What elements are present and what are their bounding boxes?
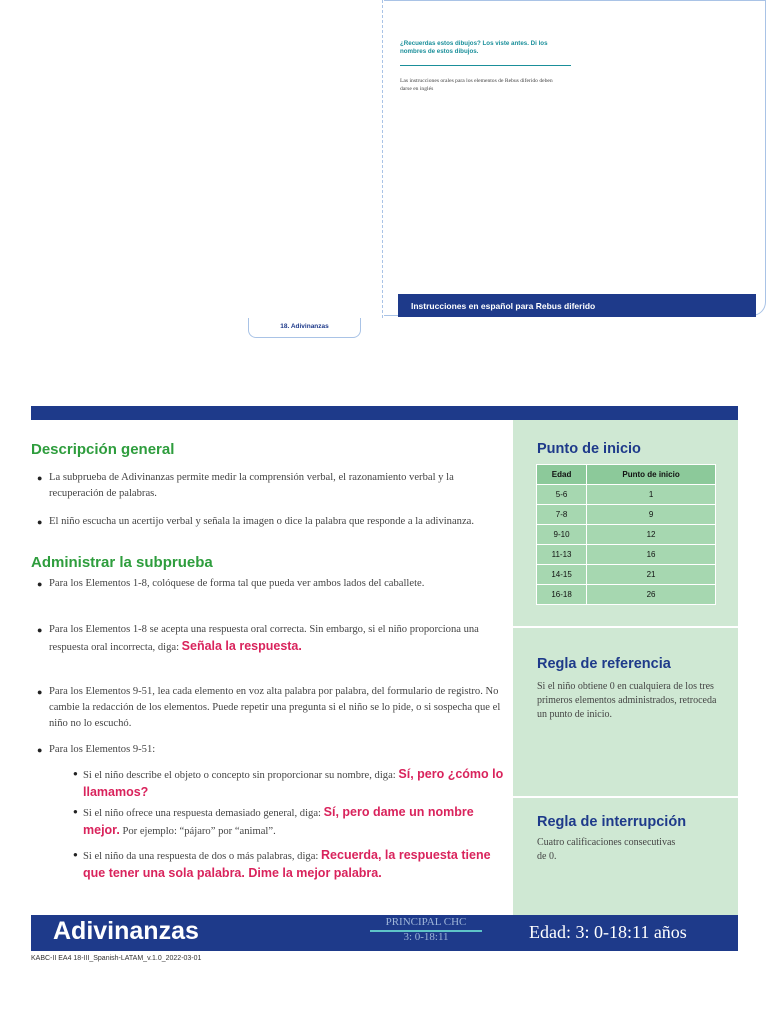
table-header: Punto de inicio xyxy=(587,465,716,485)
age-cell: 14-15 xyxy=(537,565,587,585)
start-cell: 1 xyxy=(587,485,716,505)
footer-band xyxy=(31,915,738,951)
document-code: KABC-II EA4 18-III_Spanish-LATAM_v.1.0_2022-03-01 xyxy=(31,955,202,962)
stop-rule-panel xyxy=(513,798,738,915)
start-cell: 26 xyxy=(587,585,716,605)
instruction-prompt: Señala la respuesta. xyxy=(181,639,302,653)
start-point-panel xyxy=(513,420,738,626)
age-cell: 11-13 xyxy=(537,545,587,565)
stop-rule-title: Regla de interrupción xyxy=(537,814,687,830)
start-point-title: Punto de inicio xyxy=(537,441,641,457)
reference-rule-panel xyxy=(513,628,738,796)
admin-sub-bullet: ● Si el niño ofrece una respuesta demasiado general, diga: Sí, pero dame un nombre mejor. Por ejemplo: “pájaro” por “animal”. xyxy=(73,805,474,837)
start-cell: 21 xyxy=(587,565,716,585)
chc-divider xyxy=(370,930,482,932)
start-cell: 16 xyxy=(587,545,716,565)
overview-bullet: ● El niño escucha un acertijo verbal y señala la imagen o dice la palabra que responde a la adivinanza. xyxy=(37,514,497,530)
easel-note: Las instrucciones orales para los elementos de Rebus diferido deben darse en inglés xyxy=(400,78,553,92)
age-range: Edad: 3: 0-18:11 años xyxy=(529,922,687,942)
bullet-dot: ● xyxy=(37,625,43,635)
age-cell: 9-10 xyxy=(537,525,587,545)
reference-rule-title: Regla de referencia xyxy=(537,656,671,672)
easel-card xyxy=(384,0,766,316)
instruction-prompt: Sí, pero dame un nombre mejor. xyxy=(83,805,474,837)
sidebar xyxy=(513,420,738,915)
bullet-dot: ● xyxy=(37,579,43,589)
admin-bullet: ● Para los Elementos 1-8 se acepta una respuesta oral correcta. Sin embargo, si el niño proporciona una respuesta oral incorrecta, diga: Señala la respuesta. xyxy=(37,624,479,653)
main-column xyxy=(31,420,512,915)
admin-bullet: ● Para los Elementos 9-51, lea cada elemento en voz alta palabra por palabra, del formulario de registro. No cambie la redacción de los elementos. Puede repetir una pregunta si el niño se lo pide, o si sospecha que el niño no lo escuchó. xyxy=(37,686,501,729)
start-point-table xyxy=(536,464,716,605)
instruction-prompt: Recuerda, la respuesta tiene que tener una sola palabra. Dime la mejor palabra. xyxy=(83,848,491,880)
bullet-dot: ● xyxy=(37,687,43,697)
bullet-dot: ● xyxy=(73,807,78,816)
table-row xyxy=(537,585,716,605)
admin-bullet: ● Para los Elementos 9-51: xyxy=(37,742,497,758)
bullet-dot: ● xyxy=(37,517,43,527)
easel-banner: Instrucciones en español para Rebus diferido xyxy=(398,294,756,317)
admin-title: Administrar la subprueba xyxy=(31,554,213,571)
table-header-row xyxy=(537,465,716,485)
table-row xyxy=(537,485,716,505)
bullet-dot: ● xyxy=(73,769,78,778)
start-cell: 9 xyxy=(587,505,716,525)
admin-bullet: ● Para los Elementos 1-8, colóquese de forma tal que pueda ver ambos lados del caballete. xyxy=(37,576,503,592)
bullet-dot: ● xyxy=(73,850,78,859)
subtest-title: Adivinanzas xyxy=(53,917,199,945)
chc-label: PRINCIPAL CHC 3: 0-18:11 xyxy=(385,916,467,943)
admin-sub-bullet: ● Si el niño describe el objeto o concepto sin proporcionar su nombre, diga: Sí, pero ¿cómo lo llamamos? xyxy=(73,767,504,799)
easel-blank-page xyxy=(0,0,383,318)
overview-title: Descripción general xyxy=(31,441,175,458)
overview-bullet: ● La subprueba de Adivinanzas permite medir la comprensión verbal, el razonamiento verbal y la recuperación de palabras. xyxy=(37,472,454,499)
easel-question: ¿Recuerdas estos dibujos? Los viste antes. Di los nombres de estos dibujos. xyxy=(400,40,548,56)
table-row xyxy=(537,545,716,565)
table-row xyxy=(537,565,716,585)
reference-rule-text: Si el niño obtiene 0 en cualquiera de los tres primeros elementos administrados, retroceda un punto de inicio. xyxy=(537,681,717,720)
start-cell: 12 xyxy=(587,525,716,545)
table-row xyxy=(537,505,716,525)
age-cell: 7-8 xyxy=(537,505,587,525)
age-cell: 16-18 xyxy=(537,585,587,605)
bullet-dot: ● xyxy=(37,473,43,483)
top-bar xyxy=(31,406,738,420)
bullet-dot: ● xyxy=(37,745,43,755)
stop-rule-text: Cuatro calificaciones consecutivas de 0. xyxy=(537,837,676,862)
age-cell: 5-6 xyxy=(537,485,587,505)
easel-tab-label: 18. Adivinanzas xyxy=(280,323,329,330)
admin-sub-bullet: ● Si el niño da una respuesta de dos o más palabras, diga: Recuerda, la respuesta tiene que tener una sola palabra. Dime la mejor palabra. xyxy=(73,848,491,880)
easel-divider xyxy=(400,65,571,66)
instruction-prompt: Sí, pero ¿cómo lo llamamos? xyxy=(83,767,504,799)
table-header: Edad xyxy=(537,465,587,485)
table-row xyxy=(537,525,716,545)
